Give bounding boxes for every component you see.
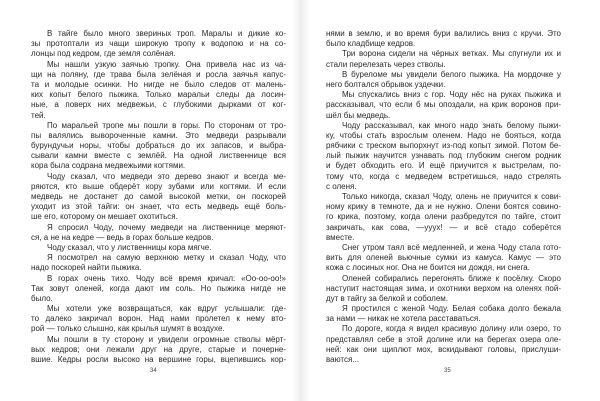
text-line: вшие. Кедры росли высоко на вершине горы, вцепившись кор-: [31, 355, 286, 364]
text-line: медведь не достанет до самой высокой метки, он поскорей: [31, 192, 286, 201]
text-line: та и молодые осинки. Но нигде не было следов от малень-: [31, 79, 286, 89]
text-line: По маральей тропе мы пошли в горы. По сторонам от тро-: [47, 120, 286, 130]
text-line: Три ворона сидели на чёрных ветках. Мы спугнули их и: [342, 49, 561, 59]
text-line: лый пыжик научится узнавать под глубоким снегом родник: [326, 151, 561, 161]
text-line: тому что, когда с медведем встретишься, надо стрелять: [326, 171, 561, 181]
text-line: В горах очень тихо. Чоду всё время кричал: «Оо-оо-оо!»: [47, 273, 286, 283]
text-line: рябчики с треском выпорхнут из-под копыт зимой. Потом бе-: [326, 141, 561, 151]
text-line: го крика, поэтому, когда олени разбредутся по тайге, стоит: [326, 212, 561, 222]
text-line: ней: как они щиплют мох, вскидывают головы, прислуши-: [326, 344, 561, 354]
text-line: ше его, которому он мешает охотиться.: [31, 212, 178, 222]
text-line: пы валялись вывороченные камни. Это медведи разрывали: [31, 130, 286, 140]
text-line: щи на поляну, где трава была зелёная и росла заячья капус-: [31, 69, 286, 79]
text-line: ваются...: [326, 355, 360, 364]
text-line: сывали камни вместе с землёй. На одной лиственнице вся: [31, 151, 286, 161]
text-line: В буреломе мы увидели белого пыжика. На мордочке у: [342, 69, 561, 79]
text-line: Снег утром таял всё медленней, и жена Чоду стала гото-: [342, 242, 561, 252]
text-line: то далеко закричал ворон. Над нами пролетел к нему вто-: [31, 314, 286, 324]
text-line: надо поскорей найти пыжика.: [31, 263, 142, 273]
left-page-number: 34: [150, 368, 157, 374]
text-line: лонцы под кедром, где земля солёная.: [31, 49, 176, 59]
text-line: Чоду рассказывал, как много надо знать белому пыжи-: [342, 120, 561, 130]
text-line: было.: [31, 293, 53, 303]
text-line: представлял себе в этой долине или на берегах озера оле-: [326, 334, 561, 344]
text-line: ку, чтобы стать взрослым оленем. Надо не бояться, когда: [326, 130, 561, 140]
text-line: Я посмотрел на самую верхнюю метку и сказал Чоду, что: [47, 253, 286, 263]
text-line: Чоду сказал, что у лиственницы кора мягче.: [47, 242, 212, 252]
left-page-text: [31, 29, 286, 365]
book-gutter: [292, 0, 310, 401]
text-line: наступит настоящая зима, и охотники верхом на оленях пой-: [326, 283, 561, 293]
text-line: нями в землю, и во время бури валились вниз с кручи. Это: [326, 29, 561, 38]
text-line: ные, а поверх них медвежьи, с глубокими дырками от ког-: [31, 100, 286, 110]
text-line: рассказывал, что если б мы опоздали, на крик воронов при-: [326, 100, 561, 110]
text-line: Так зовут оленей, когда дают им соль. Но пыжика нигде не: [31, 283, 286, 293]
text-line: ся, а не на кедре — ведь в горах больше кедров.: [31, 232, 214, 242]
text-line: зы протоптали из чащи широкую тропу к водопою и на со-: [31, 39, 286, 49]
text-line: бурундучьи норы, чтобы добраться до их запасов, и выбра-: [31, 141, 286, 151]
text-line: Мы хотели уже возвращаться, как вдруг услышали: где-: [47, 304, 286, 314]
text-line: Чоду сказал, что медведи это дерево знают и всегда ме-: [47, 171, 286, 181]
text-line: и будет обходить его. И ещё приучится к выстрелам, по-: [326, 161, 561, 171]
text-line: вых кедров; они лежали друг на друге, старые и почерне-: [31, 344, 286, 354]
text-line: Только никогда, сказал Чоду, олень не приучится к сови-: [342, 192, 561, 201]
text-line: тей.: [31, 110, 46, 120]
text-line: Мы пошли в ту сторону и увидели огромные стволы мёрт-: [47, 334, 286, 344]
text-line: с оленя.: [326, 181, 357, 191]
text-line: кожа с лосиных ног. Она не боится ни дождя, ни снега.: [326, 263, 530, 273]
text-line: уходит из этой тайги: он знает, что есть медведь ещё боль-: [31, 202, 286, 212]
right-page-text: [326, 29, 561, 365]
text-line: ких копыт белого пыжика. Только маральи следы да лосин-: [31, 90, 286, 100]
text-line: шёл бы медведь.: [326, 110, 391, 120]
text-line: В тайге было много звериных троп. Маралы и дикие ко-: [47, 29, 286, 38]
text-line: кора была содрана медвежьими когтями.: [31, 161, 186, 171]
text-line: за нами — никак не хотела расставаться.: [326, 314, 481, 324]
text-line: ному крику в темноте, да и не нужно. Олени боятся совино-: [326, 202, 561, 212]
text-line: По дороге, когда я видел красивую долину или озеро, то: [342, 324, 561, 334]
text-line: него болтался обрывок уздечки.: [326, 79, 446, 89]
text-line: Мы спускались вниз с гор. Чоду нёс на руках пыжика и: [342, 90, 561, 100]
text-line: вить для оленей вьючные сумки из камуса. Камус — это: [326, 253, 561, 263]
text-line: дут в тайгу за белкой и соболем.: [326, 293, 448, 303]
text-line: Я простился с женой Чоду. Белая собака долго бежала: [342, 304, 561, 314]
text-line: стали перелезать через стволы.: [326, 59, 446, 69]
text-line: рой — только слышно, как крылья шумят в воздухе.: [31, 324, 225, 334]
text-line: вместе.: [326, 232, 355, 242]
text-line: Я спросил Чоду, почему медведи на лиственнице меряют-: [47, 222, 286, 232]
text-line: ряются, кто выше обдерёт кору зубами или когтями. И если: [31, 181, 286, 191]
text-line: Мы нашли узкую заячью тропку. Она привела нас из ча-: [47, 59, 286, 69]
text-line: было кладбище кедров.: [326, 39, 416, 49]
text-line: Оленей собирались перегонять ближе к посёлку. Скоро: [342, 273, 561, 283]
right-page-number: 35: [444, 368, 451, 374]
text-line: закричать, как сова, —ууух! — и всё стадо соберётся: [326, 222, 561, 232]
